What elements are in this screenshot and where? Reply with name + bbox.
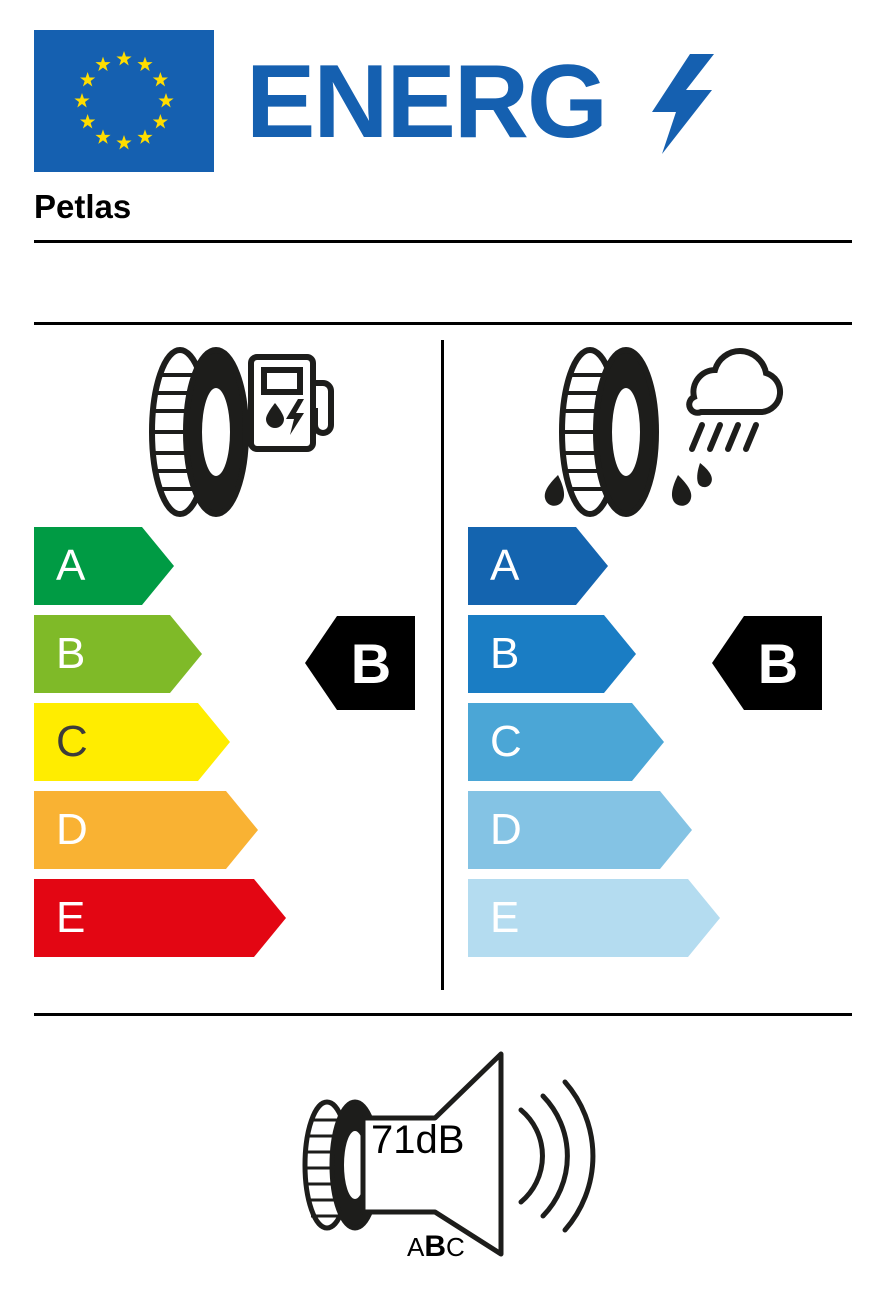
divider-brand [34, 240, 852, 243]
noise-class-a: A [407, 1232, 425, 1262]
fuel-class-e-letter: E [56, 893, 86, 942]
fuel-class-c-letter: C [56, 717, 88, 766]
fuel-class-a-letter: A [56, 541, 86, 590]
noise-class-scale [407, 1230, 465, 1264]
tyre-rain-cloud-icon [528, 345, 798, 520]
fuel-result-arrow [305, 608, 415, 718]
energ-wordmark: ENERG [246, 44, 606, 160]
noise-class-c: C [446, 1232, 465, 1262]
noise-value: 71dB [371, 1118, 465, 1162]
noise-class-b-selected: B [424, 1230, 447, 1263]
lightning-bolt-icon [646, 54, 718, 154]
fuel-class-b-letter: B [56, 629, 86, 678]
fuel-class-a-bar [34, 527, 174, 605]
divider-bottom [34, 1013, 852, 1016]
wet-result-arrow [712, 608, 822, 718]
wet-class-a-bar [468, 527, 608, 605]
wet-class-b-letter: B [490, 629, 520, 678]
divider-vertical [441, 340, 444, 990]
tyre-fuel-pump-icon [118, 345, 338, 520]
wet-class-e-letter: E [490, 893, 520, 942]
wet-class-c-letter: C [490, 717, 522, 766]
eu-stars-icon [34, 30, 214, 172]
label-header [34, 30, 852, 172]
eu-flag [34, 30, 214, 172]
wet-class-a-letter: A [490, 541, 520, 590]
noise-section [285, 1040, 605, 1270]
divider-top [34, 322, 852, 325]
brand-name: Petlas [34, 188, 132, 225]
fuel-class-d-letter: D [56, 805, 88, 854]
wet-class-d-letter: D [490, 805, 522, 854]
fuel-result-letter: B [350, 631, 392, 695]
wet-result-letter: B [757, 631, 799, 695]
